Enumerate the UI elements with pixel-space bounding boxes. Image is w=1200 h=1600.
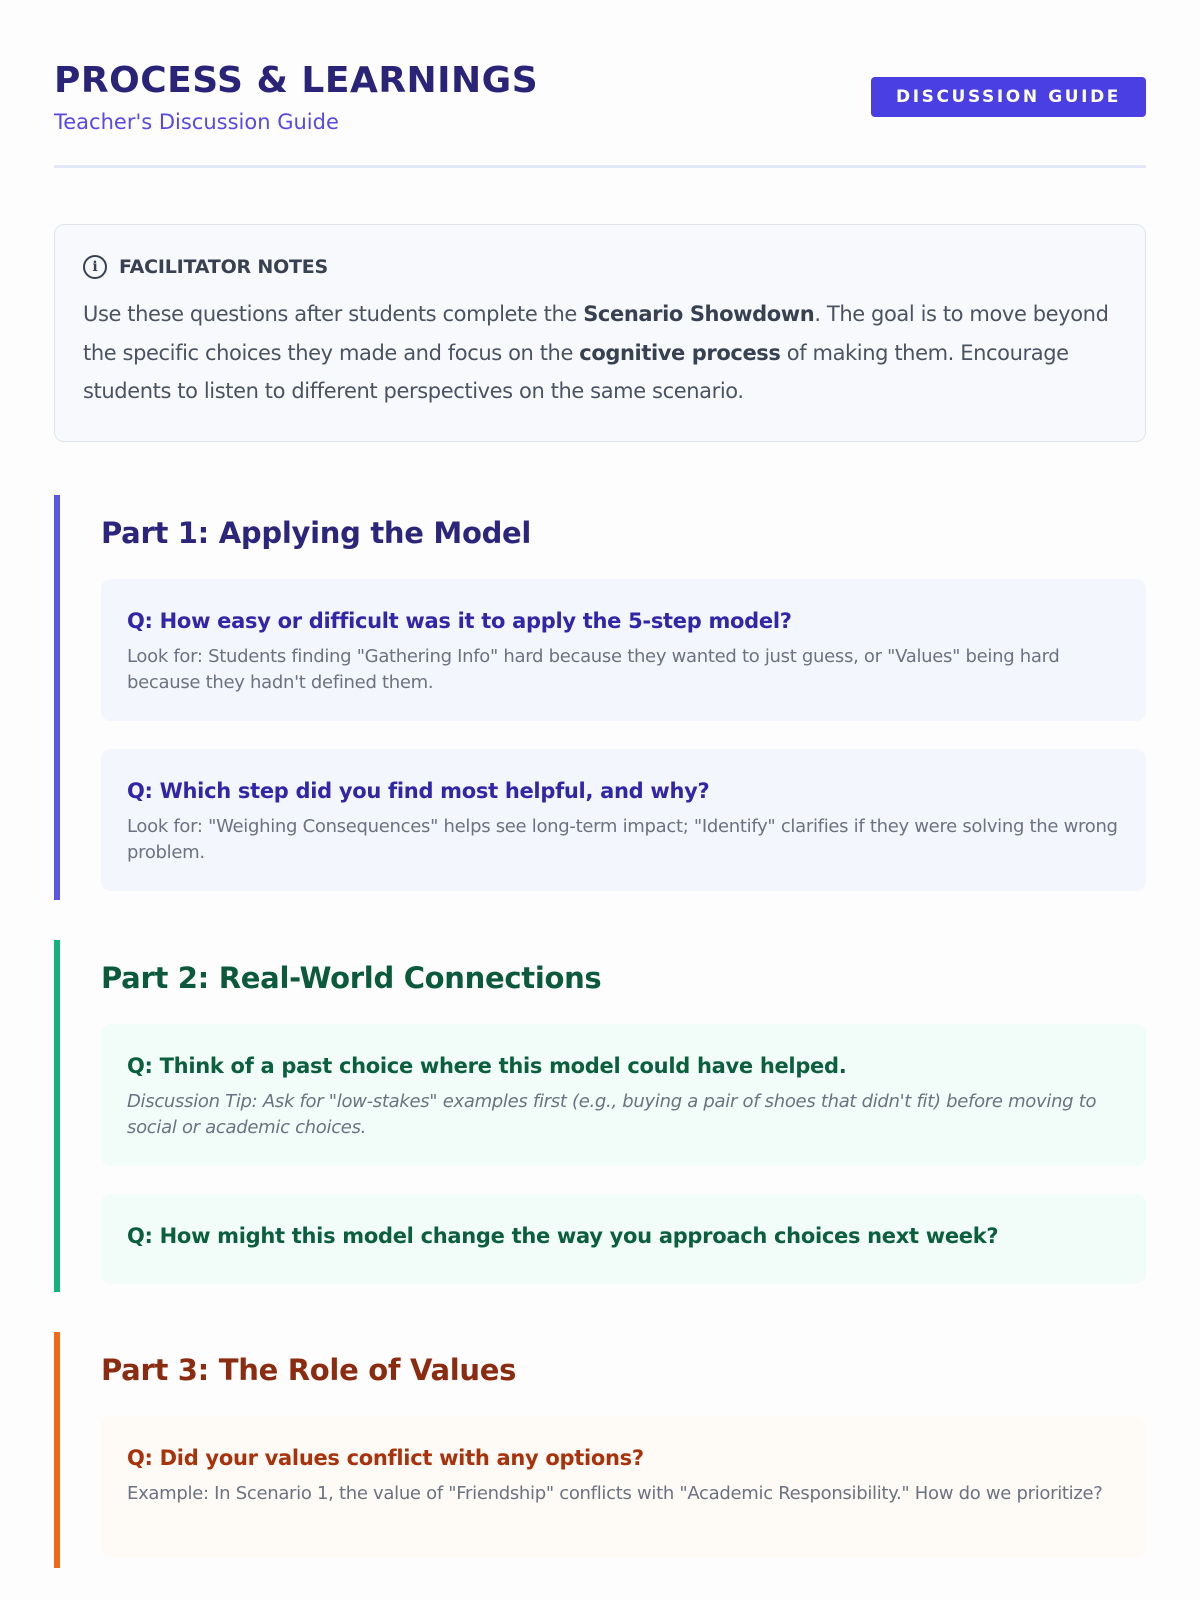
question-card	[101, 1024, 1146, 1166]
discussion-guide-badge: DISCUSSION GUIDE	[871, 77, 1146, 117]
part-2-section	[54, 940, 1146, 1292]
notes-text-3: of making them. Encourage students to listen to different perspectives on the same scenario.	[83, 340, 1069, 403]
part-3-title: Part 3: The Role of Values	[101, 1353, 517, 1387]
part-2-accent-bar	[54, 940, 60, 1292]
part-3-accent-bar	[54, 1332, 60, 1568]
part-2-title: Part 2: Real-World Connections	[101, 961, 602, 995]
notes-emphasis-scenario: Scenario Showdown	[583, 302, 815, 326]
page-header	[54, 0, 1146, 168]
notes-text-2: . The goal is to move beyond the specific choices they made and focus on the	[83, 302, 1109, 365]
part-1-section	[54, 495, 1146, 900]
question-card	[101, 1194, 1146, 1284]
facilitator-notes-body	[83, 295, 1117, 411]
question-text: Q: How might this model change the way you approach choices next week?	[127, 1224, 999, 1248]
part-1-accent-bar	[54, 495, 60, 900]
question-card	[101, 1416, 1146, 1558]
facilitator-notes-title: FACILITATOR NOTES	[119, 256, 329, 278]
question-note: Look for: Students finding "Gathering Info" hard because they wanted to just guess, or "Values" being hard because they hadn't defined them.	[127, 646, 1060, 693]
part-1-title: Part 1: Applying the Model	[101, 516, 532, 550]
question-card	[101, 749, 1146, 891]
facilitator-notes-header	[83, 255, 1117, 279]
notes-emphasis-process: cognitive process	[579, 340, 781, 365]
page-subtitle: Teacher's Discussion Guide	[54, 110, 339, 134]
page-title: PROCESS & LEARNINGS	[54, 60, 539, 101]
question-note: Example: In Scenario 1, the value of "Friendship" conflicts with "Academic Responsibility." How do we prioritize?	[127, 1483, 1103, 1504]
part-3-section	[54, 1332, 1146, 1568]
question-card	[101, 579, 1146, 721]
question-text: Q: Did your values conflict with any options?	[127, 1446, 644, 1470]
notes-text-1: Use these questions after students complete the	[83, 302, 584, 326]
discussion-tip-note: Discussion Tip: Ask for "low-stakes" examples first (e.g., buying a pair of shoes that didn't fit) before moving to social or academic choices.	[127, 1091, 1097, 1138]
facilitator-notes-box	[54, 224, 1146, 442]
info-icon: i	[83, 255, 107, 279]
question-text: Q: How easy or difficult was it to apply the 5-step model?	[127, 609, 792, 633]
question-text: Q: Think of a past choice where this model could have helped.	[127, 1054, 847, 1078]
question-note: Look for: "Weighing Consequences" helps see long-term impact; "Identify" clarifies if they were solving the wrong problem.	[127, 816, 1118, 863]
question-text: Q: Which step did you find most helpful, and why?	[127, 779, 710, 803]
